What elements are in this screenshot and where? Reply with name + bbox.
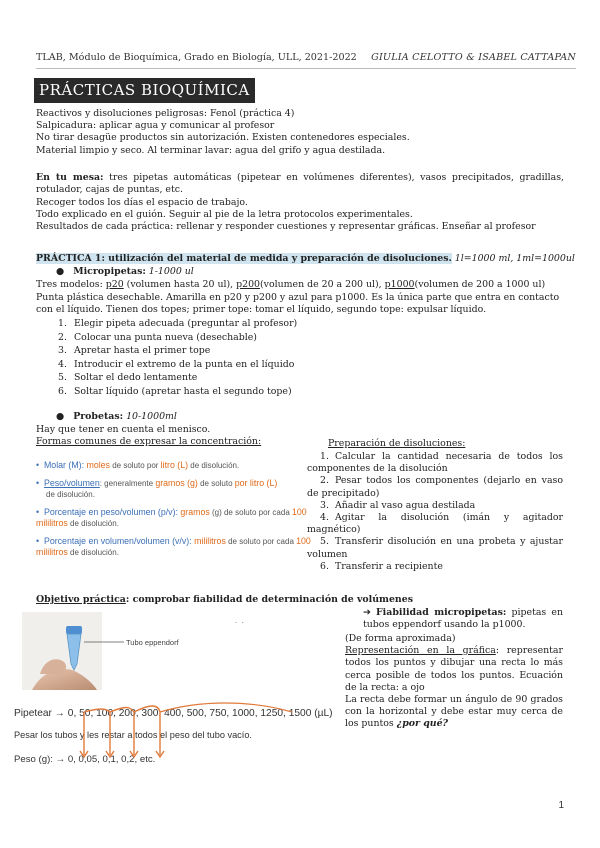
concentration-image: [36, 460, 326, 558]
micropipetas-label: Micropipetas:: [73, 266, 146, 277]
pipetear-line: Pipetear → 0, 50, 100, 200, 300, 400, 500, 750, 1000, 1250, 1500 (µL): [14, 708, 333, 719]
models-line: [36, 279, 545, 291]
prep-step: 6. Transferir a recipiente: [320, 560, 443, 572]
model-p200: p200: [236, 279, 261, 290]
model-p20-text: (volumen hasta 20 ul),: [123, 279, 237, 290]
model-p20: p20: [105, 279, 124, 290]
conc-item-vv: • Porcentaje en volumen/volumen (v/v): mililitros de soluto por cada 100 mililitros de disolución.: [36, 536, 311, 557]
preparacion-heading: Preparación de disoluciones:: [328, 438, 466, 449]
down-arrow-icon: [110, 708, 134, 756]
pipette-step: 1. Elegir pipeta adecuada (preguntar al profesor): [58, 318, 298, 329]
probetas-range: 10-1000ml: [123, 411, 177, 422]
eppendorf-figure: Tubo eppendorf . .: [22, 612, 322, 772]
intro-line: No tirar desagüe productos sin autorización. Existen contenedores especiales.: [36, 132, 410, 144]
conc-item-pv: • Porcentaje en peso/volumen (p/v): gramos (g) de soluto por cada 100 mililitros de disolución.: [36, 507, 307, 528]
pipette-step: 4. Introducir el extremo de la punta en el líquido: [58, 358, 295, 370]
micropipetas-item: ● Micropipetas: 1-1000 ul: [56, 266, 194, 277]
pipette-step: 2. Colocar una punta nueva (desechable): [58, 331, 257, 343]
mesa-paragraph: [36, 172, 564, 196]
header-right: GIULIA CELOTTO & ISABEL CATTAPAN: [371, 52, 576, 63]
practica1-label: PRÁCTICA 1: utilización del material de medida y preparación de disoluciones.: [36, 253, 452, 264]
representacion-paragraph: Representación en la gráfica: representar todos los puntos y dibujar una recta lo más cerca posible de todos los puntos. Ecuación de la recta: a ojo: [345, 645, 564, 693]
mesa-text: tres pipetas automáticas (pipetear en volúmenes diferentes), vasos precipitados, gradillas, rotulador, cajas de puntas, etc.: [36, 172, 564, 196]
page-title: PRÁCTICAS BIOQUÍMICA: [34, 78, 255, 103]
header-left: TLAB, Módulo de Bioquímica, Grado en Biología, ULL, 2021-2022: [36, 52, 357, 63]
pipette-step: 5. Soltar el dedo lentamente: [58, 372, 198, 384]
prep-step: 4. Agitar la disolución (imán y agitador magnético): [307, 512, 563, 536]
model-p1000: p1000: [384, 279, 415, 290]
intro-line: Material limpio y seco. Al terminar lavar: agua del grifo y agua destilada.: [36, 144, 386, 156]
prep-step: 5. Transferir disolución en una probeta y ajustar volumen: [307, 536, 563, 560]
prep-step: 2. Pesar todos los componentes (dejarlo en vaso de precipitado): [307, 475, 563, 499]
model-p200-text: (volumen de 20 a 200 ul),: [260, 279, 385, 290]
peso-line: Peso (g): → 0, 0,05, 0,1, 0,2, etc.: [14, 754, 156, 765]
rules-block: [36, 197, 536, 234]
objetivo-heading: Objetivo práctica: comprobar fiabilidad de determinación de volúmenes: [36, 594, 413, 605]
pesar-line: Pesar los tubos y les restar a todos el peso del tubo vacío.: [14, 730, 252, 740]
recta-paragraph: La recta debe formar un ángulo de 90 grados con la horizontal y debe estar muy cerca de los puntos ¿por qué?: [345, 694, 563, 730]
prep-step: 1. Calcular la cantidad necesaria de todos los componentes de la disolución: [307, 451, 563, 475]
preparacion-steps: [307, 451, 563, 573]
mesa-label: En tu mesa:: [36, 172, 104, 183]
down-arrow-icon: [84, 709, 110, 755]
model-p1000-text: (volumen de 200 a 1000 ul): [414, 279, 546, 290]
conc-item-pv-generic: • Peso/volumen: generalmente gramos (g) de soluto por litro (L) de disolución.: [36, 478, 278, 499]
rule-line: Resultados de cada práctica: rellenar y responder cuestiones y representar gráficas. Enseñar al profesor: [36, 221, 536, 233]
intro-line: Salpicadura: aplicar agua y comunicar al profesor: [36, 120, 275, 132]
intro-line: Reactivos y disoluciones peligrosas: Fenol (práctica 4): [36, 108, 295, 119]
pipette-step: 6. Soltar líquido (apretar hasta el segundo tope): [58, 385, 292, 397]
fiabilidad-line: ➔ Fiabilidad micropipetas: pipetas en tubos eppendorf usando la p1000.: [363, 607, 563, 631]
page-number: 1: [558, 800, 564, 811]
conc-item-molar: • Molar (M): moles de soluto por litro (L) de disolución.: [36, 460, 240, 470]
probetas-label: Probetas:: [73, 411, 124, 422]
practica1-heading: [36, 253, 575, 265]
rule-line: Recoger todos los días el espacio de trabajo.: [36, 197, 248, 208]
fiabilidad-block: [345, 607, 563, 631]
fiabilidad-details: [345, 633, 563, 731]
practica1-units: 1l=1000 ml, 1ml=1000ul: [451, 253, 575, 264]
fiabilidad-aprox: (De forma aproximada): [345, 633, 456, 644]
tube-label: Tubo eppendorf: [126, 638, 179, 647]
tube-cap-icon: [66, 626, 82, 634]
header-divider: [36, 68, 576, 69]
intro-block: [36, 108, 410, 157]
pipette-step: 3. Apretar hasta el primer tope: [58, 345, 211, 357]
formas-heading: Formas comunes de expresar la concentración:: [36, 436, 262, 447]
micropipetas-range: 1-1000 ul: [145, 266, 194, 277]
probetas-item: ● Probetas: 10-1000ml: [56, 411, 177, 422]
down-arrow-icon: [134, 706, 160, 755]
punta-paragraph: Punta plástica desechable. Amarilla en p20 y p200 y azul para p1000. Es la única parte que entra en contacto con el líquido. Tienen dos topes; primer tope: tomar el líquido, segundo tope: expulsar líquido.: [36, 292, 560, 316]
transfer-arrows: [0, 700, 320, 770]
pipette-steps: [58, 318, 297, 398]
prep-step: 3. Añadir al vaso agua destilada: [320, 499, 476, 511]
probetas-note: Hay que tener en cuenta el menisco.: [36, 424, 211, 435]
models-prefix: Tres modelos:: [36, 279, 106, 290]
rule-line: Todo explicado en el guión. Seguir al pie de la letra protocolos experimentales.: [36, 209, 413, 221]
